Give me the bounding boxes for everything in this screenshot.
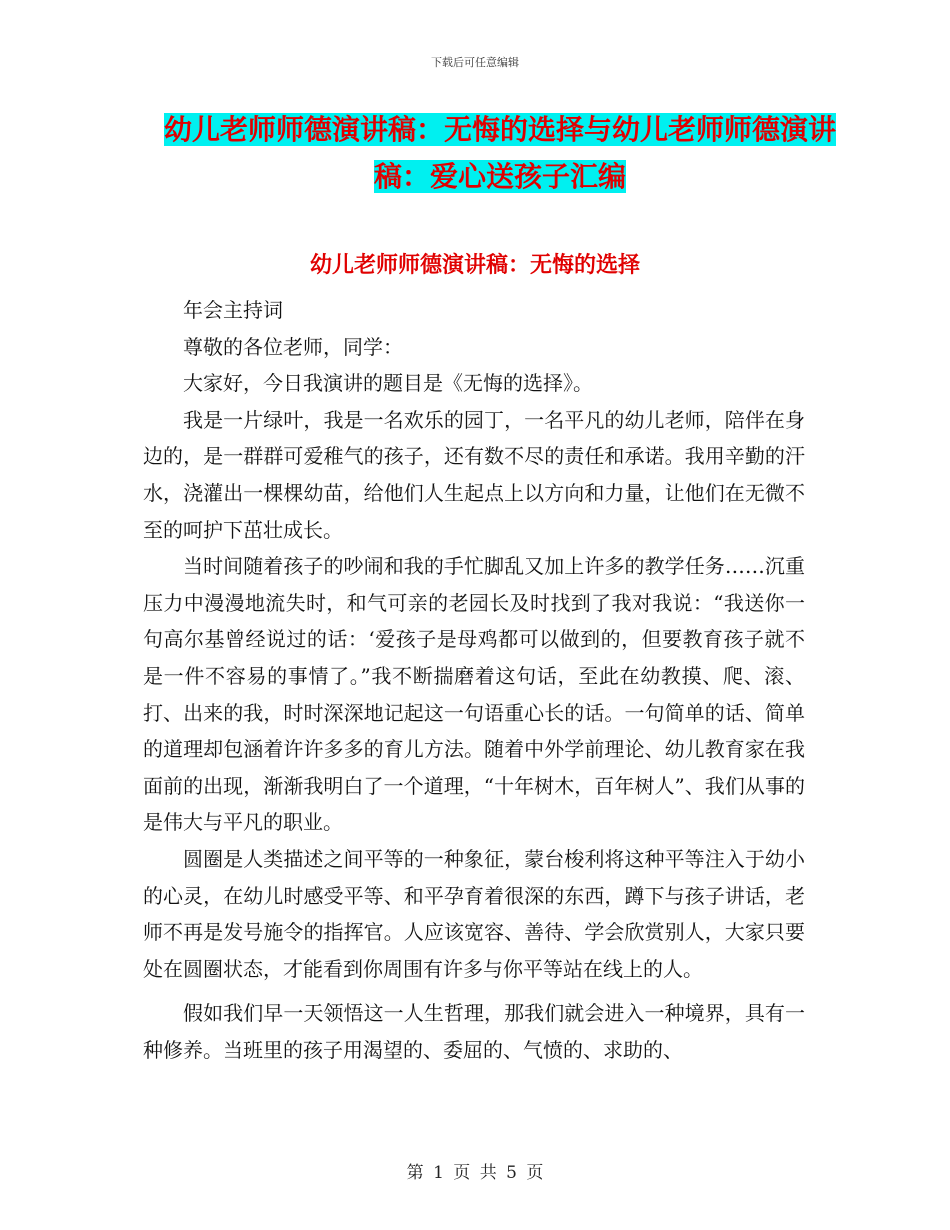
section-title: 幼儿老师师德演讲稿：无悔的选择 — [309, 253, 640, 278]
paragraph: 大家好，今日我演讲的题目是《无悔的选择》。 — [183, 371, 593, 396]
paragraph: 当时间随着孩子的吵闹和我的手忙脚乱又加上许多的教学任务……沉重压力中漫漫地流失时，和气可亲的老园长及时找到了我对我说：“我送你一句高尔基曾经说过的话：‘爱孩子是母鸡都可以做到的，但要教育孩子就不是一件不容易的事情了。”我不断揣磨着这句话，至此在幼教摸、爬、滚、打、出来的我，时时深深地记起这一句语重心长的话。一句简单的话、简单的道理却包涵着许许多多的育儿方法。随着中外学前理论、幼儿教育家在我面前的出现，渐渐我明白了一个道理，“十年树木，百年树人”、我们从事的是伟大与平凡的职业。 — [143, 554, 805, 835]
paragraph: 圆圈是人类描述之间平等的一种象征，蒙台梭利将这种平等注入于幼小的心灵，在幼儿时感受平等、和平孕育着很深的东西，蹲下与孩子讲话，老师不再是发号施令的指挥官。人应该宽容、善待、学会欣赏别人，大家只要处在圆圈状态，才能看到你周围有许多与你平等站在线上的人。 — [143, 846, 805, 981]
page-footer: 第 1 页 共 5 页 — [406, 1163, 544, 1183]
header-note: 下载后可任意编辑 — [431, 56, 519, 69]
document-body — [143, 292, 805, 1068]
document-title — [150, 106, 850, 200]
paragraph: 我是一片绿叶，我是一名欢乐的园丁，一名平凡的幼儿老师，陪伴在身边的，是一群群可爱稚气的孩子，还有数不尽的责任和承诺。我用辛勤的汗水，浇灌出一棵棵幼苗，给他们人生起点上以方向和力量，让他们在无微不至的呵护下茁壮成长。 — [143, 407, 805, 542]
paragraph: 尊敬的各位老师，同学： — [183, 334, 403, 359]
paragraph: 假如我们早一天领悟这一人生哲理，那我们就会进入一种境界，具有一种修养。当班里的孩子用渴望的、委屈的、气愤的、求助的、 — [143, 1001, 805, 1062]
document-title-text: 幼儿老师师德演讲稿：无悔的选择与幼儿老师师德演讲稿：爱心送孩子汇编 — [163, 113, 836, 193]
paragraph: 年会主持词 — [183, 298, 283, 322]
